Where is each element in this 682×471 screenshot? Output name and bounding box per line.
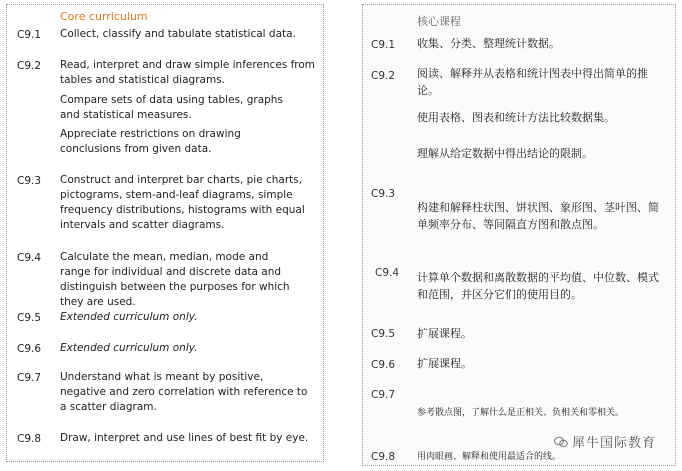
item-text: 收集、分类、整理统计数据。 (417, 37, 560, 50)
item-text: Read, interpret and draw simple inferences from tables and statistical diagrams. (60, 59, 316, 86)
item-text: 扩展课程。 (417, 327, 472, 340)
item-text: Collect, classify and tabulate statistical data. (60, 28, 296, 40)
item-text: Extended curriculum only. (60, 311, 198, 323)
item-text: 理解从给定数据中得出结论的限制。 (417, 147, 593, 160)
chinese-curriculum-panel (362, 4, 676, 466)
item-text: 阅读、解释并从表格和统计图表中得出简单的推论。 (417, 67, 648, 97)
item-code: C9.8 (371, 451, 396, 463)
item-text: 使用表格、图表和统计方法比较数据集。 (417, 111, 615, 124)
item-code: C9.2 (17, 60, 42, 72)
watermark (554, 432, 656, 451)
item-text: Extended curriculum only. (60, 342, 198, 354)
wechat-icon (554, 436, 568, 448)
item-code: C9.1 (17, 29, 42, 41)
item-text: 计算单个数据和离散数据的平均值、中位数、模式和范围，并区分它们的使用目的。 (417, 271, 659, 301)
item-text: 扩展课程。 (417, 357, 472, 370)
english-curriculum-panel (6, 4, 324, 462)
item-text: Understand what is meant by positive, negative and zero correlation with reference to a scatter diagram. (60, 371, 308, 413)
item-code: C9.5 (371, 328, 396, 340)
item-code: C9.6 (371, 359, 396, 371)
item-text: 参考散点图，了解什么是正相关、负相关和零相关。 (417, 408, 625, 418)
item-code: C9.4 (375, 267, 400, 279)
item-text: 构建和解释柱状图、饼状图、象形图、茎叶图、简单频率分布、等间隔直方图和散点图。 (417, 201, 659, 231)
item-text: Appreciate restrictions on drawing conclusions from given data. (60, 128, 241, 155)
item-text: Construct and interpret bar charts, pie charts, pictograms, stem-and-leaf diagrams, simple frequency distributions, histograms with equal intervals and scatter diagrams. (60, 174, 305, 231)
item-code: C9.8 (17, 433, 42, 445)
item-code: C9.1 (371, 39, 396, 51)
item-code: C9.7 (17, 372, 42, 384)
item-code: C9.5 (17, 312, 42, 324)
item-text: Calculate the mean, median, mode and range for individual and discrete data and distinguish between the purposes for which they are used. (60, 251, 290, 308)
core-curriculum-header: Core curriculum (60, 10, 148, 23)
item-code: C9.4 (17, 252, 42, 264)
watermark-text: 犀牛国际教育 (571, 436, 656, 451)
item-code: C9.7 (371, 389, 396, 401)
item-code: C9.3 (371, 188, 396, 200)
item-text: Compare sets of data using tables, graphs and statistical measures. (60, 94, 283, 121)
item-text: 用肉眼画、解释和使用最适合的线。 (417, 452, 562, 462)
item-code: C9.2 (371, 70, 396, 82)
item-text: Draw, interpret and use lines of best fit by eye. (60, 432, 309, 444)
item-code: C9.3 (17, 175, 42, 187)
item-code: C9.6 (17, 343, 42, 355)
core-curriculum-header-cn: 核心课程 (417, 15, 461, 28)
